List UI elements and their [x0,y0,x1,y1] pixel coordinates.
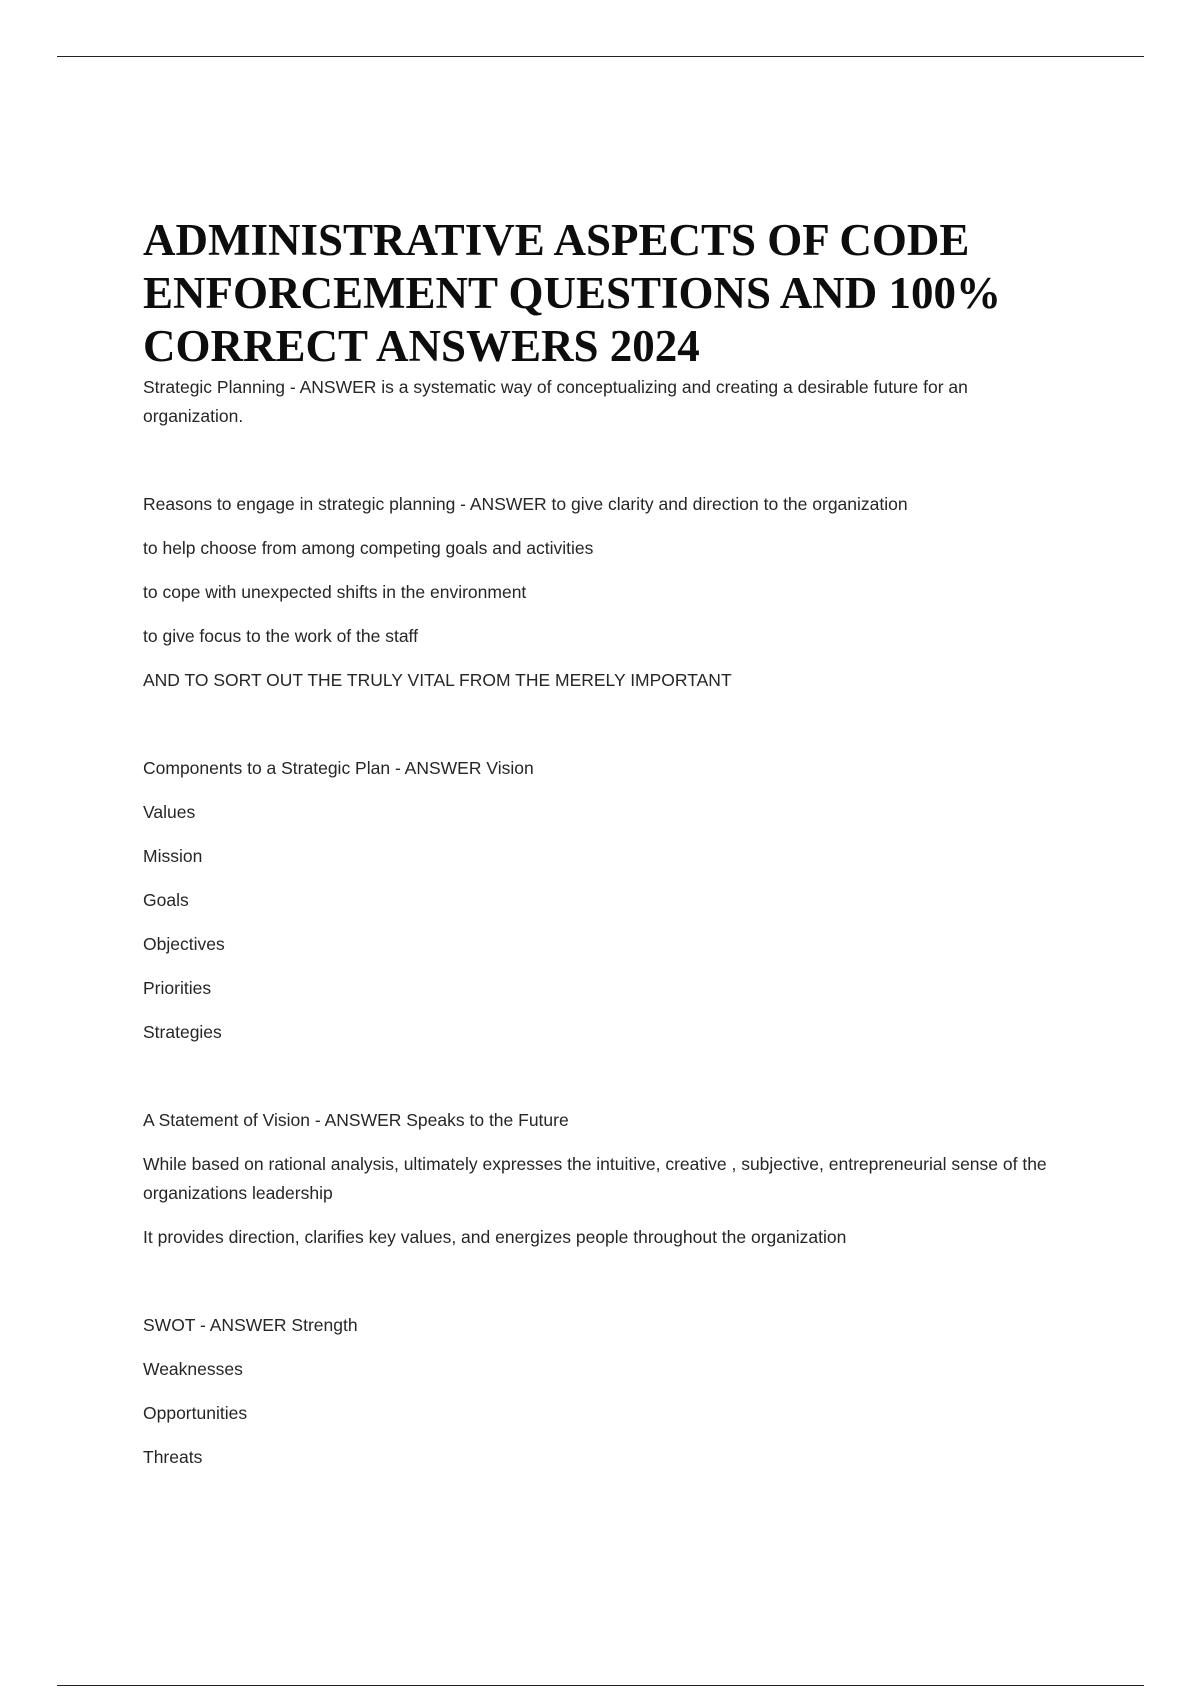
answer-line: Reasons to engage in strategic planning - ANSWER to give clarity and direction to the organization [143,494,908,514]
qa-reasons-strategic-planning [143,490,1068,695]
answer-line: to cope with unexpected shifts in the environment [143,582,527,602]
answer-line: Goals [143,890,189,910]
answer-line: SWOT - ANSWER Strength [143,1315,358,1335]
answer-line: AND TO SORT OUT THE TRULY VITAL FROM THE MERELY IMPORTANT [143,670,732,690]
answer-line: Strategic Planning - ANSWER is a systematic way of conceptualizing and creating a desirable future for an organization. [143,377,968,426]
document-body [143,214,1068,1487]
answer-line: Opportunities [143,1403,248,1423]
answer-line: to give focus to the work of the staff [143,626,418,646]
answer-line: Priorities [143,978,212,998]
answer-line: Values [143,802,196,822]
answer-line: It provides direction, clarifies key values, and energizes people throughout the organization [143,1227,847,1247]
answer-line: Threats [143,1447,203,1467]
bottom-rule [57,1685,1144,1686]
answer-line: Weaknesses [143,1359,243,1379]
answer-line: Components to a Strategic Plan - ANSWER Vision [143,758,534,778]
qa-statement-of-vision [143,1106,1068,1252]
top-rule [57,56,1144,57]
answer-line: to help choose from among competing goals and activities [143,538,594,558]
answer-line: Objectives [143,934,225,954]
answer-line: Strategies [143,1022,222,1042]
answer-line: A Statement of Vision - ANSWER Speaks to the Future [143,1110,569,1130]
qa-swot [143,1311,1068,1472]
qa-components-strategic-plan [143,754,1068,1047]
title-line: CORRECT ANSWERS 2024 [143,321,700,371]
title-line: ADMINISTRATIVE ASPECTS OF CODE [143,215,970,265]
answer-line: While based on rational analysis, ultimately expresses the intuitive, creative , subjective, entrepreneurial sense of the organizations leadership [143,1154,1047,1203]
answer-line: Mission [143,846,203,866]
title-line: ENFORCEMENT QUESTIONS AND 100% [143,268,1002,318]
document-title [143,214,1068,373]
qa-strategic-planning [143,373,1068,431]
